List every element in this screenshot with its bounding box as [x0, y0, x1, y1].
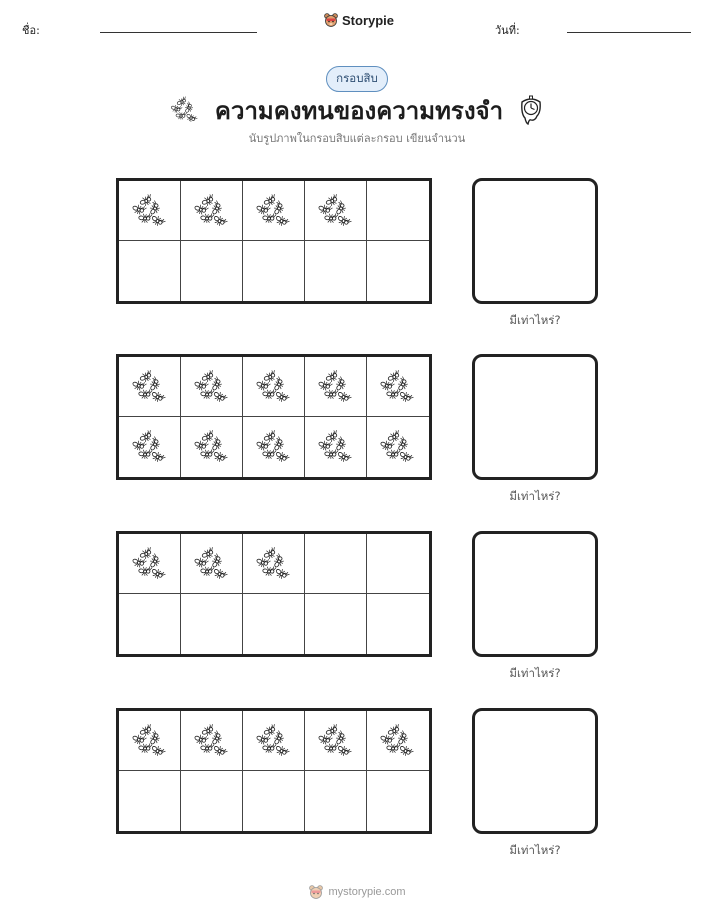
ant-cluster-icon — [316, 722, 356, 760]
ten-frame-cell — [119, 771, 181, 831]
ten-frame-cell — [367, 357, 429, 417]
ant-cluster-icon — [378, 368, 418, 406]
answer-box[interactable] — [472, 708, 598, 834]
ten-frame — [116, 531, 432, 657]
ten-frame-cell — [119, 534, 181, 594]
ten-frame-cell — [181, 534, 243, 594]
ant-cluster-icon — [254, 722, 294, 760]
ant-cluster-icon — [254, 192, 294, 230]
ten-frame-cell — [243, 711, 305, 771]
ten-frame-cell — [243, 357, 305, 417]
ant-cluster-icon — [192, 192, 232, 230]
date-field-line[interactable] — [567, 32, 691, 33]
ant-cluster-icon — [130, 722, 170, 760]
ten-frame-cell — [181, 241, 243, 301]
question-label: มีเท่าไหร่? — [509, 489, 561, 503]
ant-cluster-icon — [192, 368, 232, 406]
ten-frame — [116, 178, 432, 304]
brand-name: Storypie — [342, 12, 395, 28]
name-field-line[interactable] — [100, 32, 257, 33]
ant-cluster-icon — [130, 428, 170, 466]
ant-cluster-icon — [192, 428, 232, 466]
ten-frame-cell — [243, 181, 305, 241]
ten-frame-cell — [305, 241, 367, 301]
title-row — [0, 92, 714, 128]
ten-frame-cell — [181, 417, 243, 477]
ten-frame-cell — [119, 417, 181, 477]
ten-frame-cell — [305, 534, 367, 594]
ten-frame-cell — [243, 771, 305, 831]
bear-mascot-icon — [308, 884, 324, 900]
ten-frame-cell — [243, 594, 305, 654]
ant-cluster-icon — [316, 428, 356, 466]
ten-frame-cell — [367, 417, 429, 477]
ant-cluster-icon — [169, 95, 201, 125]
ten-frame-cell — [367, 594, 429, 654]
ten-frame — [116, 708, 432, 834]
ant-cluster-icon — [130, 368, 170, 406]
ant-cluster-icon — [254, 428, 294, 466]
worksheet-header — [0, 0, 714, 50]
ten-frame-cell — [305, 594, 367, 654]
answer-box[interactable] — [472, 531, 598, 657]
ant-cluster-icon — [192, 722, 232, 760]
ten-frame-cell — [367, 711, 429, 771]
ten-frame-cell — [367, 241, 429, 301]
ant-cluster-icon — [192, 545, 232, 583]
ten-frame-cell — [181, 771, 243, 831]
ten-frame-cell — [367, 181, 429, 241]
ten-frame-cell — [367, 771, 429, 831]
footer — [0, 884, 714, 900]
ten-frame-cell — [243, 241, 305, 301]
ten-frame-cell — [243, 417, 305, 477]
answer-box[interactable] — [472, 354, 598, 480]
ant-cluster-icon — [378, 722, 418, 760]
ten-frame-cell — [119, 594, 181, 654]
ten-frame-cell — [243, 534, 305, 594]
ten-frame-cell — [305, 711, 367, 771]
ant-cluster-icon — [316, 368, 356, 406]
ten-frame-cell — [119, 357, 181, 417]
answer-box[interactable] — [472, 178, 598, 304]
question-label: มีเท่าไหร่? — [509, 843, 561, 857]
date-label: วันที่: — [495, 24, 520, 37]
brand — [323, 12, 394, 28]
ten-frame-cell — [119, 241, 181, 301]
instructions: นับรูปภาพในกรอบสิบแต่ละกรอบ เขียนจำนวน — [248, 132, 466, 145]
ten-frame-cell — [119, 181, 181, 241]
ant-cluster-icon — [130, 192, 170, 230]
page-title: ความคงทนของความทรงจำ — [214, 96, 504, 125]
ten-frame-cell — [119, 711, 181, 771]
ten-frame-cell — [181, 357, 243, 417]
ant-cluster-icon — [254, 545, 294, 583]
ten-frame-cell — [367, 534, 429, 594]
ten-frame-cell — [305, 771, 367, 831]
ant-cluster-icon — [130, 545, 170, 583]
ten-frame-cell — [181, 181, 243, 241]
topic-badge: กรอบสิบ — [326, 66, 388, 92]
ten-frame-cell — [305, 417, 367, 477]
ant-cluster-icon — [316, 192, 356, 230]
question-label: มีเท่าไหร่? — [509, 313, 561, 327]
ten-frame-cell — [305, 181, 367, 241]
bear-mascot-icon — [323, 12, 339, 28]
ant-cluster-icon — [378, 428, 418, 466]
ten-frame-cell — [181, 594, 243, 654]
question-label: มีเท่าไหร่? — [509, 666, 561, 680]
melting-clock-icon — [517, 94, 545, 126]
footer-url: mystorypie.com — [328, 886, 406, 898]
ten-frame-cell — [305, 357, 367, 417]
ant-cluster-icon — [254, 368, 294, 406]
ten-frame-cell — [181, 711, 243, 771]
name-label: ชื่อ: — [22, 24, 40, 37]
ten-frame — [116, 354, 432, 480]
